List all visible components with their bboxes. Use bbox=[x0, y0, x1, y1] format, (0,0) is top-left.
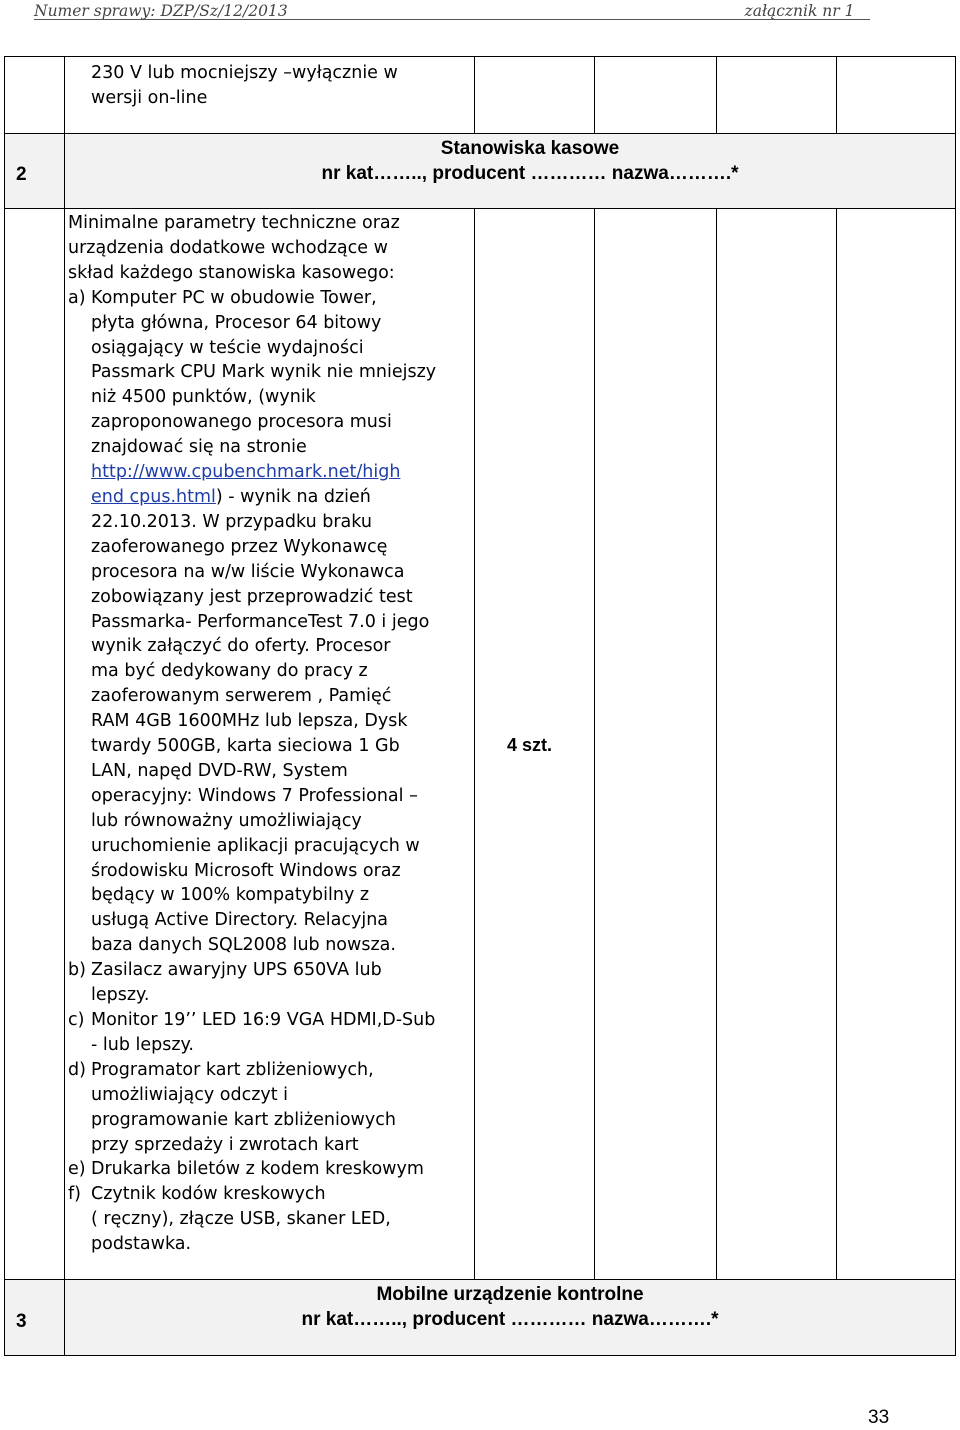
list-line: LAN, napęd DVD-RW, System bbox=[91, 760, 348, 781]
list-item-b bbox=[68, 958, 478, 1008]
list-line: Komputer PC w obudowie Tower, bbox=[91, 287, 377, 308]
list-line: Passmarka- PerformanceTest 7.0 i jego bbox=[91, 611, 430, 632]
section3-number: 3 bbox=[16, 1311, 27, 1332]
list-line: zaproponowanego procesora musi bbox=[91, 412, 392, 433]
cpubenchmark-link[interactable]: http://www.cpubenchmark.net/high bbox=[91, 462, 401, 483]
power-spec-text bbox=[91, 61, 471, 111]
section2-title bbox=[270, 136, 790, 186]
section3-title-line: nr kat…….., producent ………… nazwa……….* bbox=[301, 1309, 719, 1330]
list-line: 22.10.2013. W przypadku braku bbox=[91, 511, 372, 532]
list-line: Zasilacz awaryjny UPS 650VA lub bbox=[91, 960, 382, 981]
list-line: wynik załączyć do oferty. Procesor bbox=[91, 636, 391, 657]
list-line: umożliwiający odczyt i bbox=[91, 1084, 289, 1105]
list-line: ) - wynik na dzień bbox=[215, 486, 371, 507]
intro-line: skład każdego stanowiska kasowego: bbox=[68, 262, 395, 283]
list-line: niż 4500 punktów, (wynik bbox=[91, 387, 316, 408]
list-line: będący w 100% kompatybilny z bbox=[91, 885, 370, 906]
cpubenchmark-link-cont[interactable]: end cpus.html bbox=[91, 486, 216, 507]
power-spec-line: wersji on-line bbox=[91, 88, 208, 108]
list-line: ma być dedykowany do pracy z bbox=[91, 661, 368, 682]
list-label: e) bbox=[68, 1159, 86, 1180]
list-line: osiągający w teście wydajności bbox=[91, 337, 364, 358]
list-line: zaoferowanym serwerem , Pamięć bbox=[91, 686, 392, 707]
list-line: operacyjny: Windows 7 Professional – bbox=[91, 785, 418, 806]
list-line: Passmark CPU Mark wynik nie mniejszy bbox=[91, 362, 437, 383]
list-label: a) bbox=[68, 287, 86, 308]
attachment-label: ____________załącznik nr 1__ bbox=[651, 2, 870, 20]
power-spec-line: 230 V lub mocniejszy –wyłącznie w bbox=[91, 63, 398, 83]
list-line: lepszy. bbox=[91, 985, 150, 1006]
list-line: lub równoważny umożliwiający bbox=[91, 810, 362, 831]
list-line: usługą Active Directory. Relacyjna bbox=[91, 910, 389, 931]
list-line: Monitor 19’’ LED 16:9 VGA HDMI,D-Sub bbox=[91, 1010, 436, 1030]
section2-title-line: nr kat…….., producent ………… nazwa……….* bbox=[321, 163, 739, 184]
list-line: Czytnik kodów kreskowych bbox=[91, 1184, 326, 1205]
intro-line: Minimalne parametry techniczne oraz bbox=[68, 213, 400, 233]
list-line: - lub lepszy. bbox=[91, 1034, 194, 1055]
list-line: Programator kart zbliżeniowych, bbox=[91, 1059, 374, 1080]
page-number: 33 bbox=[868, 1407, 890, 1428]
header-rule bbox=[34, 19, 870, 20]
case-number: Numer sprawy: DZP/Sz/12/2013_______________________ bbox=[34, 2, 466, 20]
list-label: b) bbox=[68, 960, 86, 981]
list-line: Drukarka biletów z kodem kreskowym bbox=[91, 1159, 424, 1180]
list-line: środowisku Microsoft Windows oraz bbox=[91, 860, 401, 881]
page-header bbox=[34, 2, 870, 22]
list-line: twardy 500GB, karta sieciowa 1 Gb bbox=[91, 736, 400, 757]
list-line: uruchomienie aplikacji pracujących w bbox=[91, 835, 420, 856]
list-item-d bbox=[68, 1058, 478, 1158]
section2-number: 2 bbox=[16, 164, 27, 185]
list-line: zaoferowanego przez Wykonawcę bbox=[91, 536, 388, 557]
list-item-c bbox=[68, 1008, 478, 1058]
list-label: f) bbox=[68, 1184, 81, 1205]
list-line: przy sprzedaży i zwrotach kart bbox=[91, 1134, 359, 1155]
list-line: płyta główna, Procesor 64 bitowy bbox=[91, 312, 382, 333]
list-line: procesora na w/w liście Wykonawca bbox=[91, 561, 405, 582]
list-line: ( ręczny), złącze USB, skaner LED, bbox=[91, 1209, 391, 1230]
list-line: podstawka. bbox=[91, 1234, 192, 1255]
intro-line: urządzenia dodatkowe wchodzące w bbox=[68, 237, 388, 258]
list-line: zobowiązany jest przeprowadzić test bbox=[91, 586, 413, 607]
section2-title-line: Stanowiska kasowe bbox=[440, 138, 620, 159]
list-line: baza danych SQL2008 lub nowsza. bbox=[91, 935, 396, 956]
list-line: programowanie kart zbliżeniowych bbox=[91, 1109, 396, 1130]
list-line: znajdować się na stronie bbox=[91, 437, 307, 458]
section3-title-line: Mobilne urządzenie kontrolne bbox=[376, 1284, 644, 1305]
list-item-f bbox=[68, 1182, 478, 1257]
list-line: RAM 4GB 1600MHz lub lepsza, Dysk bbox=[91, 711, 408, 732]
quantity-value: 4 szt. bbox=[507, 735, 553, 755]
technical-description bbox=[68, 211, 478, 1257]
list-item-a bbox=[68, 286, 478, 958]
list-label: c) bbox=[68, 1010, 85, 1030]
list-item-e bbox=[68, 1157, 478, 1182]
list-label: d) bbox=[68, 1059, 86, 1080]
section3-title bbox=[250, 1282, 770, 1332]
